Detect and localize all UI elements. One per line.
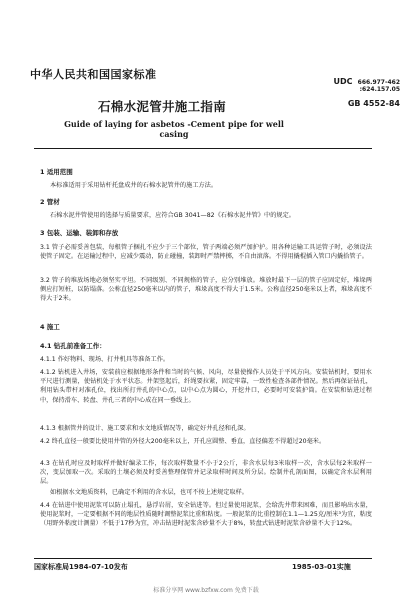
section-4-1-heading: 4.1 钻孔前准备工作： bbox=[40, 342, 106, 350]
footer-divider bbox=[34, 558, 372, 559]
section-4-2-text: 4.2 终孔直径一般要比使用井管的外径大200毫米以上，开孔应圆整、垂直，直径偏差不得超过20毫米。 bbox=[40, 438, 326, 445]
udc-code-1: 666.977-462 bbox=[357, 79, 400, 86]
section-2-text: 石棉水泥井管使用的选择与质量要求，应符合GB 3041—82《石棉水泥井管》中的规定。 bbox=[50, 212, 295, 219]
udc-label: UDC bbox=[333, 77, 353, 86]
source-watermark: 标准分享网 www.bzfxw.com 免费下载 bbox=[153, 587, 259, 594]
section-2-heading: 2 管材 bbox=[40, 198, 60, 206]
document-title: 石棉水泥管井施工指南 bbox=[98, 99, 227, 114]
header-divider bbox=[34, 148, 372, 149]
section-4-4-text: 4.4 在钻进中使用泥浆可以防止塌孔，悬浮岩屑，安全钻进等。但过量使用泥浆，会给洗井带来困难，而且影响出水量，使用泥浆时，一定要根据不同的地层性质随时调整泥浆比重和粘度。一般泥浆的比重控制在1.1—1.25克/厘米³为宜，粘度（用野外粘度计测量）不低于17秒为宜，冲击钻进时泥浆含砂量不大于8%，转盘式钻进时泥浆含砂量不大于12%。 bbox=[40, 502, 372, 528]
section-4-3-continuation: 如根据水文地质资料，已确定不利用的含水层，也可不按上述规定取样。 bbox=[50, 489, 248, 496]
section-4-3-text: 4.3 在钻孔时应及时取样并做好编录工作，每次取样数量不小于2公斤，非含水层每3米取样一次，含水层每2米取样一次，变层加取一次。采取的土壤必须及时妥善整理保管并记录取样时间及所分层。绘制井孔剖面图，以确定含水层利用层。 bbox=[40, 460, 372, 486]
section-4-heading: 4 施工 bbox=[40, 323, 60, 331]
section-3-heading: 3 包装、运输、装卸和存放 bbox=[40, 229, 119, 237]
section-4-1-1-text: 4.1.1 作好物料、现场、打井机具等准备工作。 bbox=[40, 356, 170, 363]
standard-number: GB 4552-84 bbox=[347, 99, 400, 108]
section-1-heading: 1 适用范围 bbox=[40, 168, 73, 176]
issuing-organization: 中华人民共和国国家标准 bbox=[30, 68, 157, 81]
section-4-1-2-text: 4.1.2 钻机进入井场，安装前应根据地形条件和当时的气候、风向，尽量使操作人员处于平风方向。安装钻机时，要用水平尺进行测量，使钻机处于水平状态。井架竖起后，纤绳要拉紧，固定牢靠，一致性检查各部件情况。然后再保证钻孔，利用钻头带杆对准孔位，找出所打井孔的中心点，以中心点为圆心，开挖井口，必要时可安装护筒。在安装和钻进过程中，保持滑车、转盘、井孔三者的中心成在同一垂线上。 bbox=[40, 369, 372, 404]
section-3-2-text: 3.2 管子的堆放场地必须坚实平坦。不同级别、不同规格的管子，应分别堆放。堆放时最下一层的管子应固定好，堆垛两侧应打短桩，以防塌落。公称直径250毫米以内的管子，堆垛高度不得大于1.5米。公称直径250毫米以上者，堆垛高度不得大于2米。 bbox=[40, 277, 372, 303]
udc-code-2: :624.157.05 bbox=[359, 86, 400, 93]
effective-date: 1985-03-01实施 bbox=[292, 563, 351, 571]
english-title: Guide of laying for asbetos -Cement pipe for well casing bbox=[64, 119, 284, 139]
section-3-1-text: 3.1 管子必需妥善包装，每根管子捆扎不应少于三个部位，管子两端必须严加护护。用各种运输工具运管子时，必须设法使管子固定。在运输过程中，应减少震动，防止碰撞，装卸时严禁摔掷，不自由滚落。不得用撬棍插入管口内撬拾管子。 bbox=[40, 244, 372, 261]
section-4-1-3-text: 4.1.3 根据管井的设计、施工要求和水文地质情况等，确定好井孔径和孔深。 bbox=[40, 425, 250, 432]
issue-date: 国家标准局1984-07-10发布 bbox=[34, 563, 128, 571]
section-1-text: 本标准适用于采用钻杆托盘成井的石棉水泥管井的施工方法。 bbox=[50, 182, 218, 189]
